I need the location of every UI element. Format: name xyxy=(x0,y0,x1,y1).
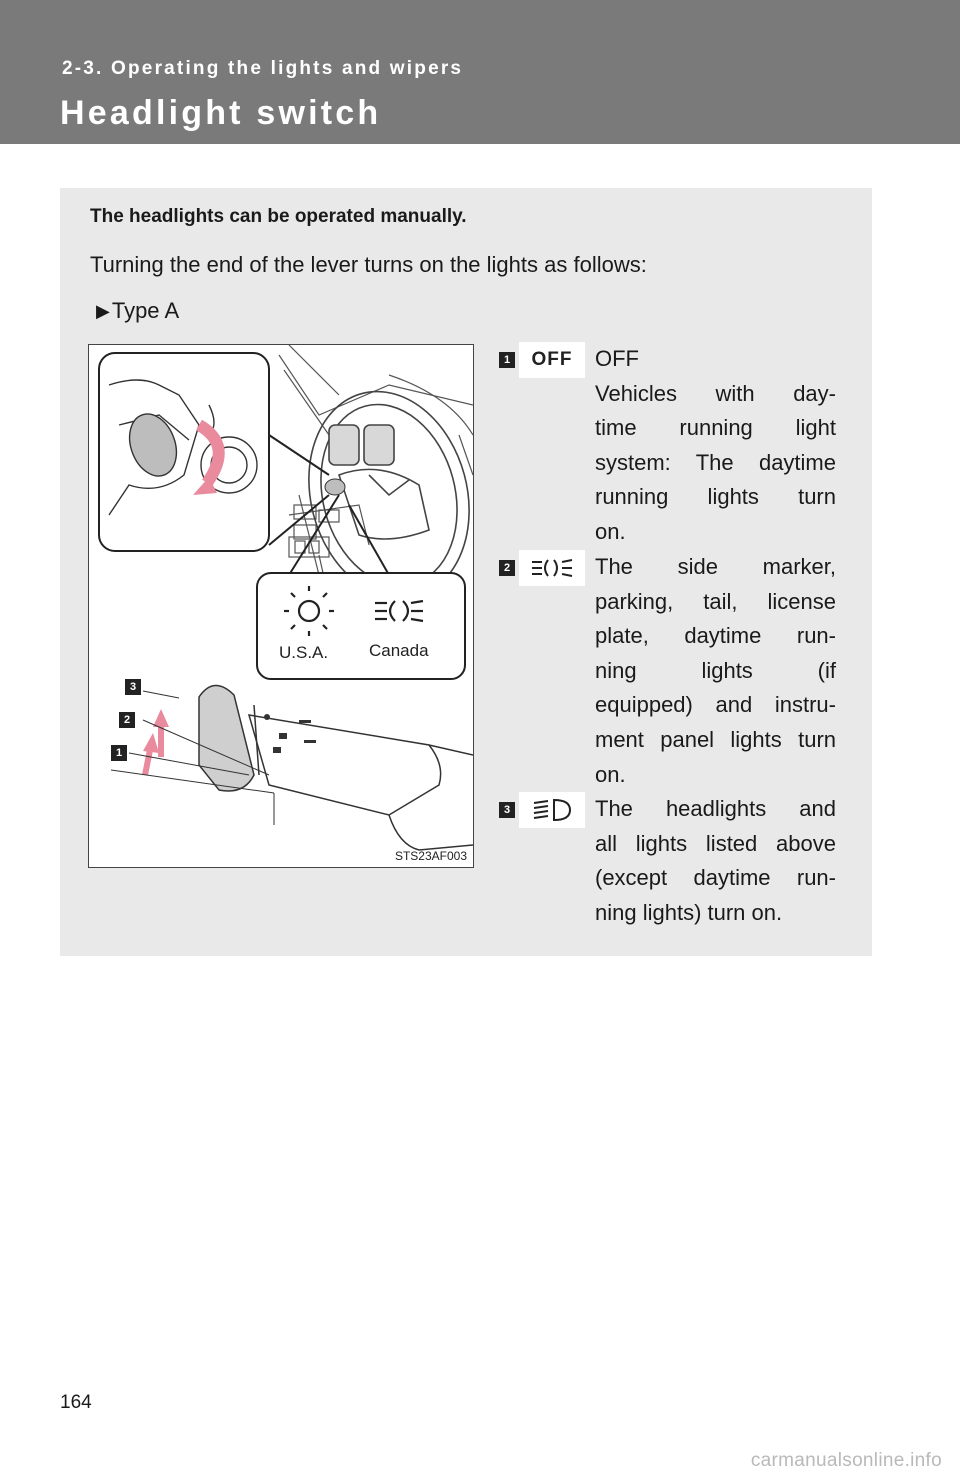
desc-line: equipped) and instru- xyxy=(595,692,836,718)
desc-line: running lights turn xyxy=(595,484,836,510)
canada-label: Canada xyxy=(369,641,429,660)
symbol-box xyxy=(257,573,465,679)
desc-line: parking, tail, license xyxy=(595,588,836,614)
desc-line: plate, daytime run- xyxy=(595,623,836,649)
list-item-off xyxy=(497,342,837,552)
illustration-code: STS23AF003 xyxy=(394,849,467,863)
headlight-svg xyxy=(530,797,574,823)
desc-line: Vehicles with day- xyxy=(595,380,836,406)
intro-bold-text: The headlights can be operated manually. xyxy=(90,206,467,227)
desc-line: ment panel lights turn xyxy=(595,726,836,752)
type-label-text: Type A xyxy=(111,298,180,323)
desc-line: on. xyxy=(595,761,626,787)
desc-line: (except daytime run- xyxy=(595,865,836,891)
parking-lights-svg xyxy=(530,556,574,580)
list-item-parking-lights xyxy=(497,550,837,790)
page-title: Headlight switch xyxy=(60,94,382,132)
item-description xyxy=(595,342,836,550)
watermark: carmanualsonline.info xyxy=(750,1450,942,1471)
lever-stalk xyxy=(199,685,473,850)
desc-line: ning lights (if xyxy=(595,657,836,683)
desc-line: system: The daytime xyxy=(595,449,836,475)
intro-text: Turning the end of the lever turns on the lights as follows: xyxy=(90,252,647,277)
off-symbol-text: OFF xyxy=(531,349,573,370)
desc-line: The side marker, xyxy=(595,554,836,579)
item-number-badge: 1 xyxy=(499,352,515,368)
desc-line: on. xyxy=(595,518,626,544)
illustration-drawing xyxy=(89,345,473,867)
desc-line: all lights listed above xyxy=(595,830,836,856)
item-number-badge: 2 xyxy=(499,560,515,576)
page-header xyxy=(0,0,960,144)
headlight-icon xyxy=(519,792,585,828)
headlight-switch-illustration xyxy=(88,344,474,868)
desc-line: OFF xyxy=(595,346,639,371)
item-description xyxy=(595,550,836,792)
lever-marker-2: 2 xyxy=(119,712,135,728)
parking-lights-icon xyxy=(519,550,585,586)
item-description xyxy=(595,792,836,930)
type-label xyxy=(96,298,179,324)
desc-line: The headlights and xyxy=(595,796,836,821)
off-label-icon xyxy=(519,342,585,378)
item-number-badge: 3 xyxy=(499,802,515,818)
usa-label: U.S.A. xyxy=(279,643,329,662)
triangle-bullet-icon: ▶ xyxy=(96,300,110,321)
list-item-headlights xyxy=(497,792,837,942)
lever-marker-3: 3 xyxy=(125,679,141,695)
lever-marker-1: 1 xyxy=(111,745,127,761)
section-label: 2-3. Operating the lights and wipers xyxy=(62,58,464,79)
desc-line: time running light xyxy=(595,415,836,441)
desc-line: ning lights) turn on. xyxy=(595,899,783,925)
page-number: 164 xyxy=(60,1392,92,1413)
